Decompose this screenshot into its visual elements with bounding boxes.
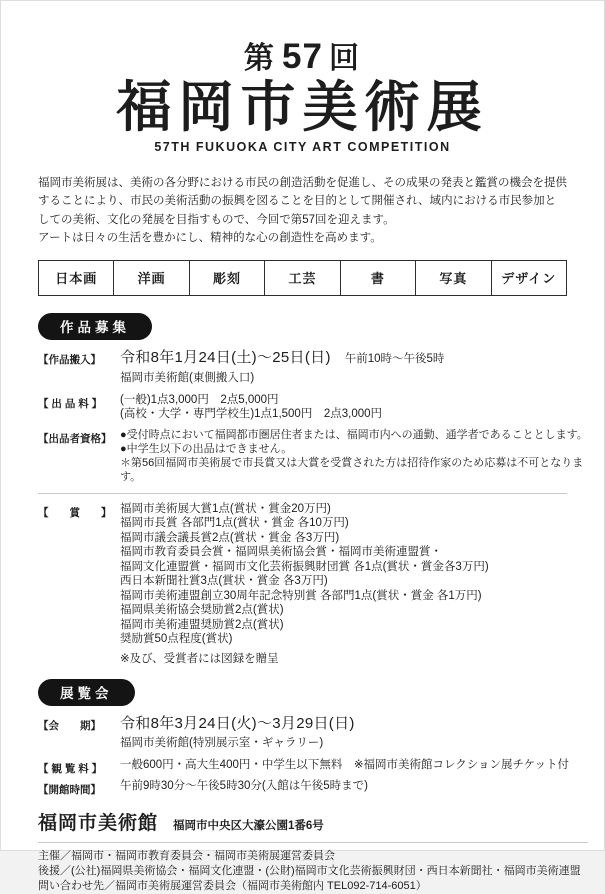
category-cell-craft: 工芸 bbox=[264, 261, 339, 295]
category-cell-yoga: 洋画 bbox=[113, 261, 188, 295]
prizes-list bbox=[120, 502, 590, 666]
category-cell-design: デザイン bbox=[491, 261, 566, 295]
row-entry-fee bbox=[38, 393, 590, 422]
period-details bbox=[120, 715, 590, 751]
eligibility-label: 【出品者資格】 bbox=[38, 432, 112, 445]
credit-support: 後援／(公社)福岡県美術協会・福岡文化連盟・(公財)福岡市文化芸術振興財団・西日本新聞社・福岡市美術連盟 bbox=[38, 864, 581, 877]
footer-divider bbox=[38, 842, 588, 843]
hours-label: 【開館時間】 bbox=[38, 783, 101, 796]
row-admission bbox=[38, 758, 590, 776]
venue-row bbox=[38, 808, 588, 835]
eligibility-details bbox=[120, 428, 590, 484]
category-cell-calligraphy: 書 bbox=[340, 261, 415, 295]
section-badge-recruit: 作品募集 bbox=[38, 313, 152, 340]
row-carry-in bbox=[38, 349, 590, 386]
credits bbox=[38, 849, 588, 894]
prizes-label: 【 賞 】 bbox=[38, 506, 112, 519]
logo-title: 福岡市美術展 bbox=[116, 76, 489, 138]
carry-in-label: 【作品搬入】 bbox=[38, 353, 101, 366]
footer bbox=[38, 808, 588, 894]
exhibition-section bbox=[38, 715, 590, 797]
eligibility-previous-winner: ＊第56回福岡市美術展で市長賞又は大賞を受賞された方は招待作家のため応募は不可となります。 bbox=[120, 456, 584, 483]
intro-paragraph-1: 福岡市美術展は、美術の各分野における市民の創造活動を促進し、その成果の発表と鑑賞の機会を提供することにより、市民の美術活動の振興を図ることを目的として開催され、域内における市民参加としての美術、文化の発展を目指すもので、今回で第57回を迎えます。 bbox=[38, 176, 567, 226]
period-date-line bbox=[120, 715, 590, 733]
period-place: 福岡市美術館(特別展示室・ギャラリー) bbox=[120, 736, 324, 749]
carry-in-date: 令和8年1月24日(土)～25日(日) bbox=[120, 348, 331, 366]
venue-address: 福岡市中央区大濠公園1番6号 bbox=[173, 819, 324, 832]
category-cell-photo: 写真 bbox=[415, 261, 490, 295]
hours-text: 午前9時30分～午後5時30分(入館は午後5時まで) bbox=[120, 779, 368, 792]
carry-in-date-line bbox=[120, 349, 590, 368]
carry-in-time: 午前10時～午後5時 bbox=[344, 352, 445, 365]
subtitle-en: 57TH FUKUOKA CITY ART COMPETITION bbox=[154, 139, 451, 154]
prize-item: 福岡文化連盟賞・福岡市文化芸術振興財団賞 各1点(賞状・賞金各3万円) bbox=[120, 560, 489, 573]
prize-item: 福岡市美術連盟奨励賞2点(賞状) bbox=[120, 618, 284, 631]
row-period bbox=[38, 715, 590, 751]
credit-contact: 問い合わせ先／福岡市美術展運営委員会（福岡市美術館内 TEL092-714-6051） bbox=[38, 879, 427, 892]
edition-suffix: 回 bbox=[328, 42, 361, 75]
admission-text: 一般600円・高大生400円・中学生以下無料 ※福岡市美術館コレクション展チケット付 bbox=[120, 758, 570, 771]
prizes-note: ※及び、受賞者には図録を贈呈 bbox=[120, 652, 279, 665]
entry-fee-student: (高校・大学・専門学校生)1点1,500円 2点3,000円 bbox=[120, 408, 383, 421]
entry-fee-details bbox=[120, 393, 590, 422]
category-cell-sculpture: 彫刻 bbox=[189, 261, 264, 295]
period-label: 【会 期】 bbox=[38, 719, 101, 732]
section-badge-exhibition: 展覧会 bbox=[38, 679, 135, 706]
section-divider bbox=[38, 493, 567, 494]
carry-in-place: 福岡市美術館(東側搬入口) bbox=[120, 371, 255, 384]
prize-item: 福岡市教育委員会賞・福岡県美術協会賞・福岡市美術連盟賞・ bbox=[120, 546, 442, 559]
venue-name: 福岡市美術館 bbox=[38, 812, 159, 834]
recruit-section bbox=[38, 349, 590, 666]
intro-text bbox=[38, 174, 567, 248]
edition-number: 57 bbox=[282, 37, 323, 76]
row-hours bbox=[38, 779, 590, 797]
prize-item: 福岡市議会議長賞2点(賞状・賞金 各3万円) bbox=[120, 531, 340, 544]
entry-fee-label: 【 出 品 料 】 bbox=[38, 397, 103, 410]
credit-organizer: 主催／福岡市・福岡市教育委員会・福岡市美術展運営委員会 bbox=[38, 849, 335, 862]
prize-item: 福岡市美術連盟創立30周年記念特別賞 各部門1点(賞状・賞金 各1万円) bbox=[120, 589, 482, 602]
prize-item: 福岡市長賞 各部門1点(賞状・賞金 各10万円) bbox=[120, 517, 349, 530]
eligibility-residency: ●受付時点において福岡都市圏居住者または、福岡市内への通勤、通学者であることとします。 bbox=[120, 428, 588, 441]
intro-paragraph-2: アートは日々の生活を豊かにし、精神的な心の創造性を高めます。 bbox=[38, 232, 382, 245]
prize-item: 西日本新聞社賞3点(賞状・賞金 各3万円) bbox=[120, 575, 328, 588]
entry-fee-general: (一般)1点3,000円 2点5,000円 bbox=[120, 393, 279, 406]
category-table bbox=[38, 260, 567, 296]
edition-prefix: 第 bbox=[244, 42, 277, 75]
prize-item: 福岡市美術展大賞1点(賞状・賞金20万円) bbox=[120, 502, 331, 515]
admission-details bbox=[120, 758, 590, 773]
edition-label bbox=[1, 33, 604, 77]
admission-label: 【 観 覧 料 】 bbox=[38, 762, 103, 775]
period-date: 令和8年3月24日(火)～3月29日(日) bbox=[120, 714, 355, 732]
category-cell-nihonga: 日本画 bbox=[55, 271, 98, 287]
prize-item: 福岡県美術協会奨励賞2点(賞状) bbox=[120, 604, 284, 617]
prize-item: 奨励賞50点程度(賞状) bbox=[120, 633, 233, 646]
eligibility-age: ●中学生以下の出品はできません。 bbox=[120, 442, 293, 455]
header bbox=[1, 33, 604, 154]
carry-in-details bbox=[120, 349, 590, 386]
row-eligibility bbox=[38, 428, 590, 484]
hours-details bbox=[120, 779, 590, 794]
row-prizes bbox=[38, 502, 590, 666]
